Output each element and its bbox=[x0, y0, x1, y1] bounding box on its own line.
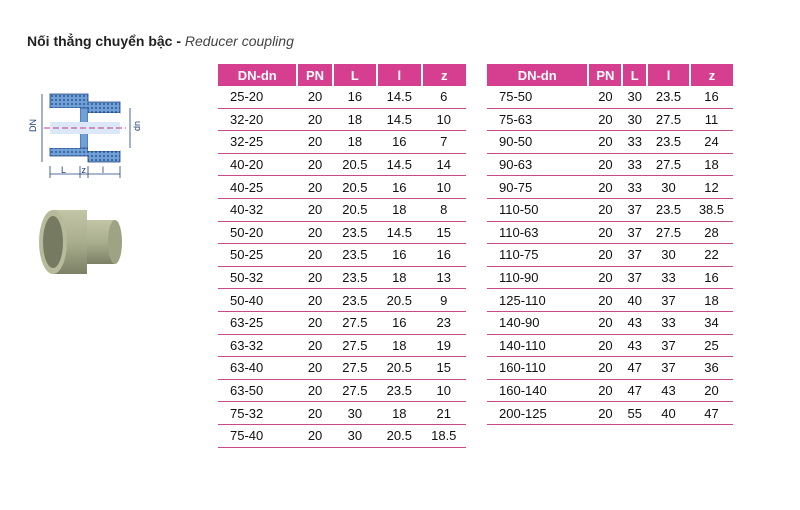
table-cell: 18 bbox=[690, 153, 733, 176]
table-cell: 20 bbox=[588, 357, 622, 380]
table-cell: 23.5 bbox=[333, 221, 377, 244]
table-row bbox=[487, 108, 733, 131]
table-cell: 12 bbox=[690, 176, 733, 199]
table-cell: 22 bbox=[690, 244, 733, 267]
table-cell: 75-63 bbox=[487, 108, 588, 131]
column-header: L bbox=[622, 64, 647, 86]
table-cell: 36 bbox=[690, 357, 733, 380]
table-cell: 75-40 bbox=[218, 424, 297, 447]
table-row bbox=[218, 289, 466, 312]
table-row bbox=[487, 289, 733, 312]
table-cell: 34 bbox=[690, 311, 733, 334]
table-cell: 37 bbox=[647, 289, 690, 312]
table-cell: 40 bbox=[622, 289, 647, 312]
table-cell: 25-20 bbox=[218, 86, 297, 108]
table-cell: 20 bbox=[297, 176, 332, 199]
coupling-cross-section-diagram bbox=[22, 82, 162, 182]
table-cell: 33 bbox=[622, 131, 647, 154]
table-cell: 27.5 bbox=[333, 379, 377, 402]
table-header-row bbox=[487, 64, 733, 86]
table-row bbox=[487, 198, 733, 221]
table-cell: 20 bbox=[588, 176, 622, 199]
table-cell: 11 bbox=[690, 108, 733, 131]
table-cell: 18 bbox=[377, 198, 421, 221]
table-cell: 125-110 bbox=[487, 289, 588, 312]
table-row bbox=[218, 86, 466, 108]
table-cell: 23.5 bbox=[377, 379, 421, 402]
table-cell: 140-110 bbox=[487, 334, 588, 357]
table-cell: 47 bbox=[622, 379, 647, 402]
table-cell: 20 bbox=[297, 108, 332, 131]
table-cell: 40-20 bbox=[218, 153, 297, 176]
table-cell: 20 bbox=[690, 379, 733, 402]
table-cell: 20 bbox=[297, 153, 332, 176]
table-row bbox=[218, 244, 466, 267]
page-title bbox=[27, 33, 294, 49]
table-row bbox=[487, 86, 733, 108]
table-cell: 28 bbox=[690, 221, 733, 244]
table-row bbox=[487, 311, 733, 334]
table-cell: 110-75 bbox=[487, 244, 588, 267]
table-cell: 20 bbox=[588, 153, 622, 176]
table-cell: 33 bbox=[622, 176, 647, 199]
table-cell: 20.5 bbox=[333, 198, 377, 221]
table-cell: 20.5 bbox=[377, 289, 421, 312]
table-cell: 14.5 bbox=[377, 86, 421, 108]
column-header: DN-dn bbox=[218, 64, 297, 86]
table-cell: 20 bbox=[588, 221, 622, 244]
table-cell: 15 bbox=[422, 221, 466, 244]
fitting-small-end-cap bbox=[108, 220, 122, 264]
table-cell: 20 bbox=[297, 198, 332, 221]
table-cell: 37 bbox=[622, 221, 647, 244]
table-cell: 20 bbox=[297, 244, 332, 267]
table-cell: 43 bbox=[647, 379, 690, 402]
table-row bbox=[218, 424, 466, 447]
dimension-table-left bbox=[218, 64, 466, 448]
table-cell: 14.5 bbox=[377, 108, 421, 131]
table-row bbox=[218, 221, 466, 244]
table-cell: 40-25 bbox=[218, 176, 297, 199]
table-row bbox=[218, 379, 466, 402]
table-cell: 20 bbox=[588, 244, 622, 267]
table-cell: 33 bbox=[622, 153, 647, 176]
table-cell: 38.5 bbox=[690, 198, 733, 221]
title-main: Nối thẳng chuyển bậc - bbox=[27, 33, 185, 49]
table-cell: 21 bbox=[422, 402, 466, 425]
table-cell: 20 bbox=[297, 424, 332, 447]
table-cell: 40 bbox=[647, 402, 690, 425]
column-header: l bbox=[377, 64, 421, 86]
column-header: z bbox=[422, 64, 466, 86]
table-cell: 20 bbox=[588, 334, 622, 357]
label-l-cap: L bbox=[61, 165, 67, 175]
table-cell: 50-32 bbox=[218, 266, 297, 289]
table-cell: 27.5 bbox=[647, 221, 690, 244]
table-cell: 20 bbox=[588, 198, 622, 221]
table-cell: 20 bbox=[588, 108, 622, 131]
table-cell: 30 bbox=[333, 402, 377, 425]
table-cell: 20 bbox=[297, 311, 332, 334]
table-row bbox=[218, 108, 466, 131]
table-cell: 18 bbox=[333, 131, 377, 154]
table-cell: 18 bbox=[690, 289, 733, 312]
table-row bbox=[218, 266, 466, 289]
table-cell: 75-32 bbox=[218, 402, 297, 425]
table-row bbox=[487, 153, 733, 176]
table-cell: 37 bbox=[647, 334, 690, 357]
table-cell: 20 bbox=[297, 131, 332, 154]
label-z: z bbox=[81, 165, 86, 175]
table-cell: 14 bbox=[422, 153, 466, 176]
table-cell: 18 bbox=[377, 402, 421, 425]
table-cell: 37 bbox=[647, 357, 690, 380]
table-cell: 20 bbox=[297, 221, 332, 244]
table-cell: 20 bbox=[297, 266, 332, 289]
table-cell: 13 bbox=[422, 266, 466, 289]
table-cell: 90-75 bbox=[487, 176, 588, 199]
table-cell: 27.5 bbox=[647, 153, 690, 176]
table-row bbox=[218, 357, 466, 380]
table-cell: 23.5 bbox=[333, 266, 377, 289]
label-dn-small: dn bbox=[132, 120, 142, 131]
table-cell: 27.5 bbox=[333, 334, 377, 357]
table-cell: 18 bbox=[377, 266, 421, 289]
table-cell: 40-32 bbox=[218, 198, 297, 221]
table-cell: 19 bbox=[422, 334, 466, 357]
table-cell: 20 bbox=[297, 334, 332, 357]
table-cell: 20 bbox=[588, 402, 622, 425]
table-cell: 20.5 bbox=[333, 176, 377, 199]
table-cell: 18 bbox=[377, 334, 421, 357]
table-cell: 30 bbox=[647, 176, 690, 199]
table-cell: 18 bbox=[333, 108, 377, 131]
table-row bbox=[218, 176, 466, 199]
table-cell: 16 bbox=[333, 86, 377, 108]
table-cell: 16 bbox=[422, 244, 466, 267]
table-cell: 110-90 bbox=[487, 266, 588, 289]
table-cell: 33 bbox=[647, 311, 690, 334]
table-header-row bbox=[218, 64, 466, 86]
table-cell: 110-63 bbox=[487, 221, 588, 244]
table-cell: 14.5 bbox=[377, 221, 421, 244]
table-cell: 50-25 bbox=[218, 244, 297, 267]
fitting-mouth-inner bbox=[43, 216, 63, 268]
table-cell: 200-125 bbox=[487, 402, 588, 425]
table-cell: 23 bbox=[422, 311, 466, 334]
table-cell: 30 bbox=[647, 244, 690, 267]
column-header: L bbox=[333, 64, 377, 86]
label-dn: DN bbox=[28, 119, 38, 132]
table-cell: 50-20 bbox=[218, 221, 297, 244]
table-cell: 16 bbox=[690, 266, 733, 289]
table-cell: 43 bbox=[622, 334, 647, 357]
table-row bbox=[487, 221, 733, 244]
table-cell: 160-110 bbox=[487, 357, 588, 380]
table-cell: 20 bbox=[297, 357, 332, 380]
table-row bbox=[218, 402, 466, 425]
table-row bbox=[487, 357, 733, 380]
table-cell: 16 bbox=[690, 86, 733, 108]
table-cell: 6 bbox=[422, 86, 466, 108]
column-header: z bbox=[690, 64, 733, 86]
table-cell: 20.5 bbox=[377, 357, 421, 380]
table-cell: 63-50 bbox=[218, 379, 297, 402]
table-cell: 33 bbox=[647, 266, 690, 289]
table-cell: 20 bbox=[297, 379, 332, 402]
table-cell: 15 bbox=[422, 357, 466, 380]
table-cell: 30 bbox=[622, 86, 647, 108]
table-row bbox=[487, 266, 733, 289]
table-cell: 10 bbox=[422, 379, 466, 402]
table-cell: 16 bbox=[377, 131, 421, 154]
table-cell: 63-32 bbox=[218, 334, 297, 357]
table-row bbox=[487, 379, 733, 402]
table-row bbox=[487, 244, 733, 267]
table-cell: 27.5 bbox=[333, 357, 377, 380]
table-cell: 24 bbox=[690, 131, 733, 154]
table-cell: 20 bbox=[297, 289, 332, 312]
table-cell: 14.5 bbox=[377, 153, 421, 176]
table-cell: 32-25 bbox=[218, 131, 297, 154]
table-cell: 47 bbox=[622, 357, 647, 380]
table-cell: 27.5 bbox=[333, 311, 377, 334]
table-cell: 23.5 bbox=[647, 86, 690, 108]
table-cell: 20 bbox=[588, 311, 622, 334]
table-row bbox=[218, 153, 466, 176]
table-cell: 23.5 bbox=[647, 131, 690, 154]
table-cell: 20 bbox=[588, 131, 622, 154]
table-row bbox=[218, 131, 466, 154]
table-cell: 23.5 bbox=[333, 244, 377, 267]
table-row bbox=[487, 334, 733, 357]
table-cell: 27.5 bbox=[647, 108, 690, 131]
dimension-table-right bbox=[487, 64, 733, 425]
table-cell: 20 bbox=[588, 379, 622, 402]
table-cell: 30 bbox=[333, 424, 377, 447]
table-cell: 20 bbox=[588, 86, 622, 108]
table-row bbox=[218, 198, 466, 221]
coupling-photo bbox=[35, 202, 130, 282]
table-cell: 32-20 bbox=[218, 108, 297, 131]
table-cell: 63-25 bbox=[218, 311, 297, 334]
table-cell: 140-90 bbox=[487, 311, 588, 334]
table-cell: 7 bbox=[422, 131, 466, 154]
column-header: PN bbox=[297, 64, 332, 86]
title-subtitle: Reducer coupling bbox=[184, 33, 294, 49]
table-cell: 20 bbox=[297, 402, 332, 425]
column-header: l bbox=[647, 64, 690, 86]
table-cell: 47 bbox=[690, 402, 733, 425]
label-l-small: l bbox=[102, 165, 104, 175]
table-cell: 23.5 bbox=[333, 289, 377, 312]
table-cell: 10 bbox=[422, 108, 466, 131]
table-cell: 90-50 bbox=[487, 131, 588, 154]
table-cell: 20 bbox=[588, 289, 622, 312]
table-cell: 20 bbox=[297, 86, 332, 108]
table-cell: 20.5 bbox=[377, 424, 421, 447]
table-cell: 9 bbox=[422, 289, 466, 312]
table-cell: 90-63 bbox=[487, 153, 588, 176]
table-cell: 37 bbox=[622, 198, 647, 221]
table-row bbox=[487, 176, 733, 199]
table-cell: 50-40 bbox=[218, 289, 297, 312]
table-cell: 37 bbox=[622, 266, 647, 289]
table-cell: 160-140 bbox=[487, 379, 588, 402]
table-cell: 37 bbox=[622, 244, 647, 267]
table-cell: 20.5 bbox=[333, 153, 377, 176]
table-cell: 16 bbox=[377, 311, 421, 334]
table-cell: 16 bbox=[377, 176, 421, 199]
table-cell: 43 bbox=[622, 311, 647, 334]
table-cell: 63-40 bbox=[218, 357, 297, 380]
table-row bbox=[218, 311, 466, 334]
column-header: PN bbox=[588, 64, 622, 86]
table-cell: 25 bbox=[690, 334, 733, 357]
table-cell: 16 bbox=[377, 244, 421, 267]
table-cell: 20 bbox=[588, 266, 622, 289]
table-cell: 75-50 bbox=[487, 86, 588, 108]
table-cell: 8 bbox=[422, 198, 466, 221]
table-cell: 55 bbox=[622, 402, 647, 425]
table-row bbox=[218, 334, 466, 357]
table-cell: 10 bbox=[422, 176, 466, 199]
table-cell: 18.5 bbox=[422, 424, 466, 447]
table-row bbox=[487, 131, 733, 154]
table-row bbox=[487, 402, 733, 425]
table-cell: 110-50 bbox=[487, 198, 588, 221]
table-cell: 30 bbox=[622, 108, 647, 131]
column-header: DN-dn bbox=[487, 64, 588, 86]
table-cell: 23.5 bbox=[647, 198, 690, 221]
